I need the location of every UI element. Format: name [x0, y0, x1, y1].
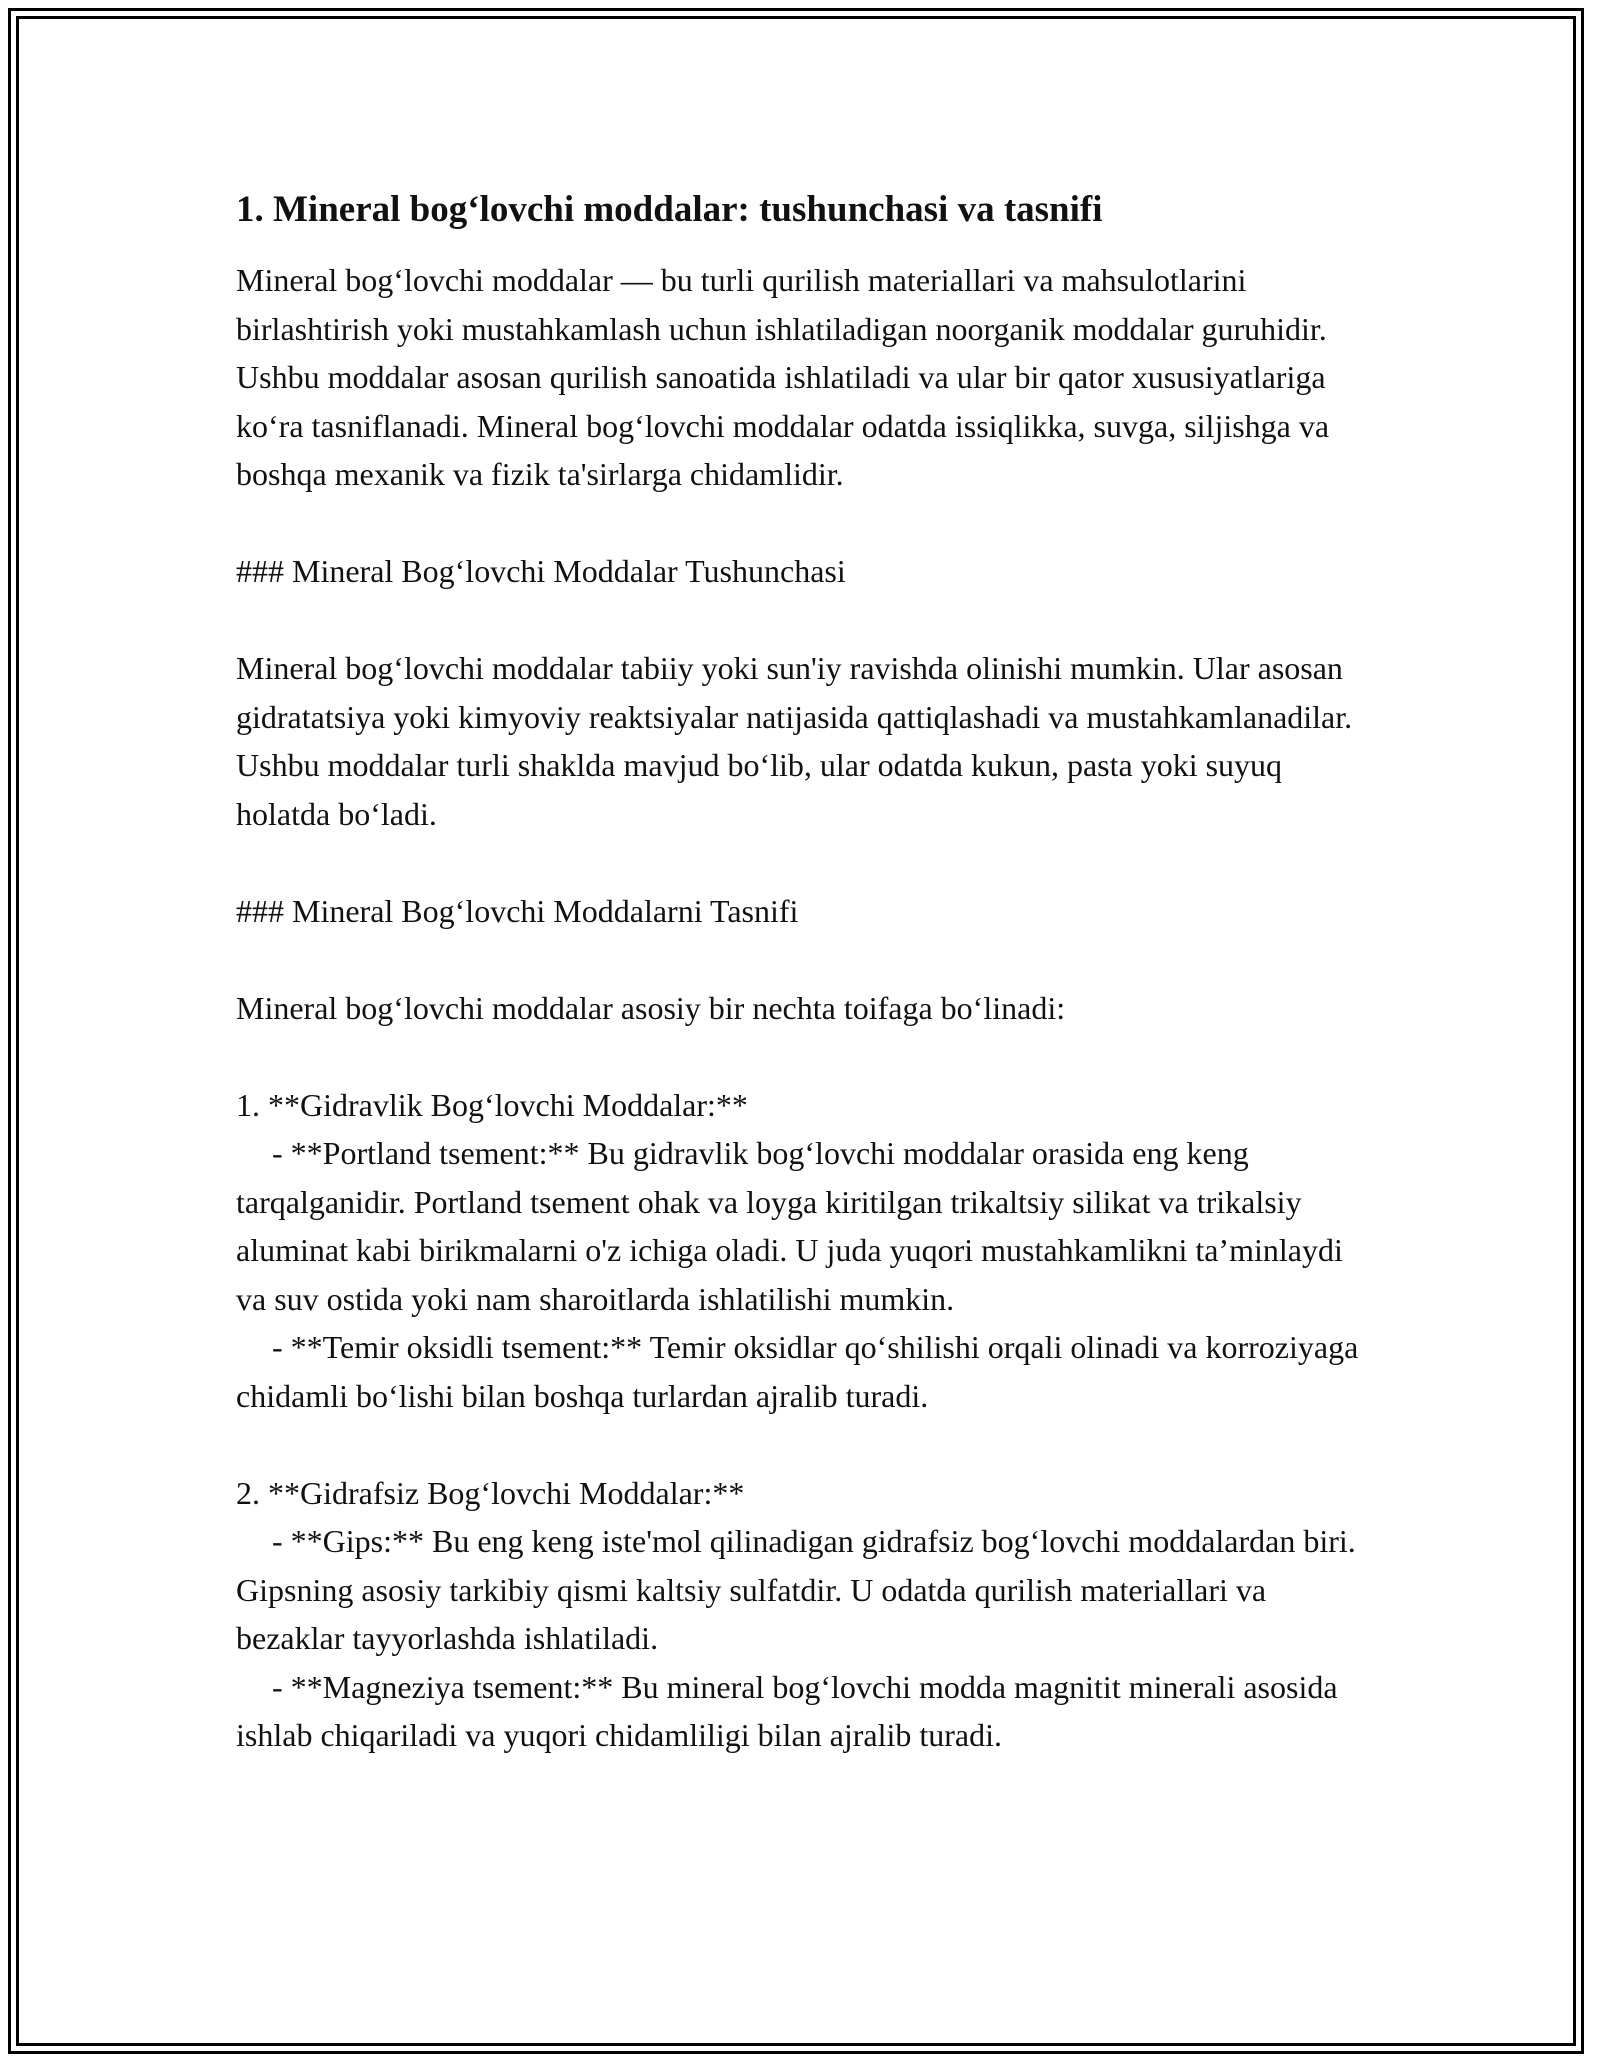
section-heading-tushunchasi: ### Mineral Bog‘lovchi Moddalar Tushunchasi — [236, 553, 846, 589]
list-item-text: - **Temir oksidli tsement:** Temir oksidlar qo‘shilishi orqali olinadi va korroziyaga chidamli bo‘lishi bilan boshqa turlardan ajralib turadi. — [236, 1329, 1359, 1414]
spacer — [236, 596, 1376, 645]
list-item-text: - **Portland tsement:** Bu gidravlik bog‘lovchi moddalar orasida eng keng tarqalganidir. Portland tsement ohak va loyga kiritilgan trikaltsiy silikat va trikalsiy aluminat kabi birikmalarni o'z ichiga oladi. U juda yuqori mustahkamlikni ta’minlaydi va suv ostida yoki nam sharoitlarda ishlatilishi mumkin. — [236, 1135, 1343, 1317]
spacer — [236, 935, 1376, 984]
intro-paragraph: Mineral bog‘lovchi moddalar — bu turli qurilish materiallari va mahsulotlarini birlashtirish yoki mustahkamlash uchun ishlatiladigan noorganik moddalar guruhidir. Ushbu moddalar asosan qurilish sanoatida ishlatiladi va ular bir qator xususiyatlariga ko‘ra tasniflanadi. Mineral bog‘lovchi moddalar odatda issiqlikka, suvga, siljishga va boshqa mexanik va fizik ta'sirlarga chidamlidir. — [236, 262, 1330, 492]
list-item-magneziya-tsement — [236, 1663, 1376, 1760]
document-title: 1. Mineral bog‘lovchi moddalar: tushunchasi va tasnifi — [236, 189, 1103, 230]
list-item-text: - **Gips:** Bu eng keng iste'mol qilinadigan gidrafsiz bog‘lovchi moddalardan biri. Gipsning asosiy tarkibiy qismi kaltsiy sulfatdir. U odatda qurilish materiallari va bezaklar tayyorlashda ishlatiladi. — [236, 1523, 1356, 1656]
section-paragraph-tasnifi: Mineral bog‘lovchi moddalar asosiy bir nechta toifaga bo‘linadi: — [236, 989, 1066, 1026]
list-item-text: - **Magneziya tsement:** Bu mineral bog‘lovchi modda magnitit minerali asosida ishlab chiqariladi va yuqori chidamliligi bilan ajralib turadi. — [236, 1668, 1338, 1753]
section-heading-tasnifi: ### Mineral Bog‘lovchi Moddalarni Tasnifi — [236, 892, 799, 929]
document-body — [236, 186, 1376, 1760]
section-paragraph-tushunchasi: Mineral bog‘lovchi moddalar tabiiy yoki sun'iy ravishda olinishi mumkin. Ular asosan gidratatsiya yoki kimyoviy reaktsiyalar natijasida qattiqlashadi va mustahkamlanadilar. Ushbu moddalar turli shaklda mavjud bo‘lib, ular odatda kukun, pasta yoki suyuq holatda bo‘ladi. — [236, 650, 1353, 832]
list-item-gips — [236, 1517, 1376, 1663]
list-heading-gidrafsiz: 2. **Gidrafsiz Bog‘lovchi Moddalar:** — [236, 1474, 745, 1511]
spacer — [236, 1032, 1376, 1081]
list-item-temir-oksidli-tsement — [236, 1323, 1376, 1420]
spacer — [236, 1420, 1376, 1469]
list-heading-gidravlik: 1. **Gidravlik Bog‘lovchi Moddalar:** — [236, 1086, 748, 1123]
list-item-portland-tsement — [236, 1129, 1376, 1323]
spacer — [236, 838, 1376, 887]
spacer — [236, 499, 1376, 548]
